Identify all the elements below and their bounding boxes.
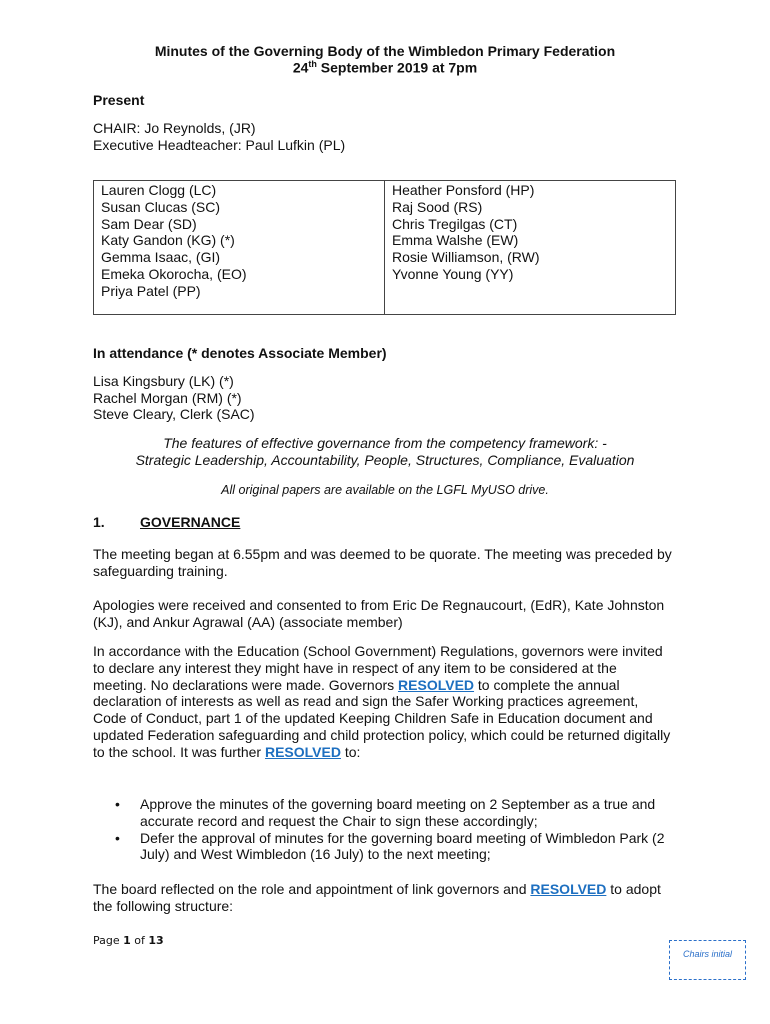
- member-name: Lauren Clogg (LC): [101, 182, 217, 198]
- bullet-icon: •: [115, 796, 120, 812]
- date-day: 24: [292, 59, 309, 76]
- bullet-icon: •: [115, 829, 120, 846]
- list-item: • Approve the minutes of the governing board meeting on 2 September as a true and accurate record and request the Chair to sign these accordingly;: [115, 796, 656, 829]
- member-name: Sam Dear (SD): [101, 215, 197, 232]
- member-name: Emma Walshe (EW): [392, 232, 519, 249]
- headteacher-line: Executive Headteacher: Paul Lufkin (PL): [93, 137, 346, 153]
- section-number: 1.: [93, 514, 105, 530]
- resolutions-list: [93, 796, 673, 863]
- date-rest: September 2019 at 7pm: [316, 59, 478, 76]
- page-number: Page 1 of 13: [93, 934, 164, 947]
- chair-line: CHAIR: Jo Reynolds, (JR): [93, 120, 256, 136]
- papers-note: All original papers are available on the LGFL MyUSO drive.: [221, 483, 549, 497]
- attendee-name: Steve Cleary, Clerk (SAC): [93, 406, 255, 422]
- member-name: Priya Patel (PP): [101, 282, 201, 299]
- member-name: Emeka Okorocha, (EO): [101, 265, 247, 282]
- members-right-column: [385, 181, 675, 314]
- members-left-column: [94, 181, 385, 314]
- paragraph-opening: The meeting began at 6.55pm and was deemed to be quorate. The meeting was preceded by safeguarding training.: [93, 546, 672, 579]
- section-title: GOVERNANCE: [140, 514, 241, 530]
- present-heading: Present: [93, 92, 145, 108]
- member-name: Katy Gandon (KG) (*): [101, 232, 235, 249]
- paragraph-declarations: In accordance with the Education (School Government) Regulations, governors were invited to declare any interest they might have in respect of any item to be considered at the meeting. No declarations were made. Governors RESOLVED to complete the annual declaration of interests as well as read and sign the Safer Working practices agreement, Code of Conduct, part 1 of the updated Keeping Children Safe in Education document and updated Federation safeguarding and child protection policy, which could be returned digitally to the school. It was further RESOLVED to:: [93, 643, 671, 760]
- paragraph-link-governors: The board reflected on the role and appointment of link governors and RESOLVED to adopt the following structure:: [93, 881, 661, 914]
- attendee-name: Rachel Morgan (RM) (*): [93, 390, 242, 406]
- attendee-name: Lisa Kingsbury (LK) (*): [93, 373, 234, 389]
- member-name: Susan Clucas (SC): [101, 198, 221, 215]
- list-item: • Defer the approval of minutes for the governing board meeting of Wimbledon Park (2 July) and West Wimbledon (16 July) to the next meeting;: [115, 829, 665, 863]
- document-title: Minutes of the Governing Body of the Wimbledon Primary Federation: [154, 43, 616, 59]
- meeting-date: [0, 59, 770, 76]
- resolved-link[interactable]: RESOLVED: [398, 676, 475, 693]
- resolved-link[interactable]: RESOLVED: [530, 881, 607, 897]
- member-name: Chris Tregilgas (CT): [392, 215, 518, 232]
- member-name: Heather Ponsford (HP): [392, 182, 535, 198]
- attendance-heading: In attendance (* denotes Associate Member): [93, 345, 387, 361]
- paragraph-apologies: Apologies were received and consented to from Eric De Regnaucourt, (EdR), Kate Johnston (KJ), and Ankur Agrawal (AA) (associate member): [93, 597, 665, 630]
- resolved-link[interactable]: RESOLVED: [264, 743, 341, 760]
- date-suffix: th: [308, 59, 317, 69]
- competency-framework-line1: The features of effective governance from the competency framework: -: [163, 435, 607, 451]
- member-name: Rosie Williamson, (RW): [392, 249, 540, 266]
- competency-framework-line2: Strategic Leadership, Accountability, People, Structures, Compliance, Evaluation: [135, 452, 635, 468]
- members-table: [93, 180, 676, 315]
- chairs-initial-box[interactable]: Chairs initial: [669, 940, 746, 980]
- member-name: Gemma Isaac, (GI): [101, 249, 221, 266]
- member-name: Raj Sood (RS): [392, 198, 483, 215]
- member-name: Yvonne Young (YY): [392, 265, 514, 282]
